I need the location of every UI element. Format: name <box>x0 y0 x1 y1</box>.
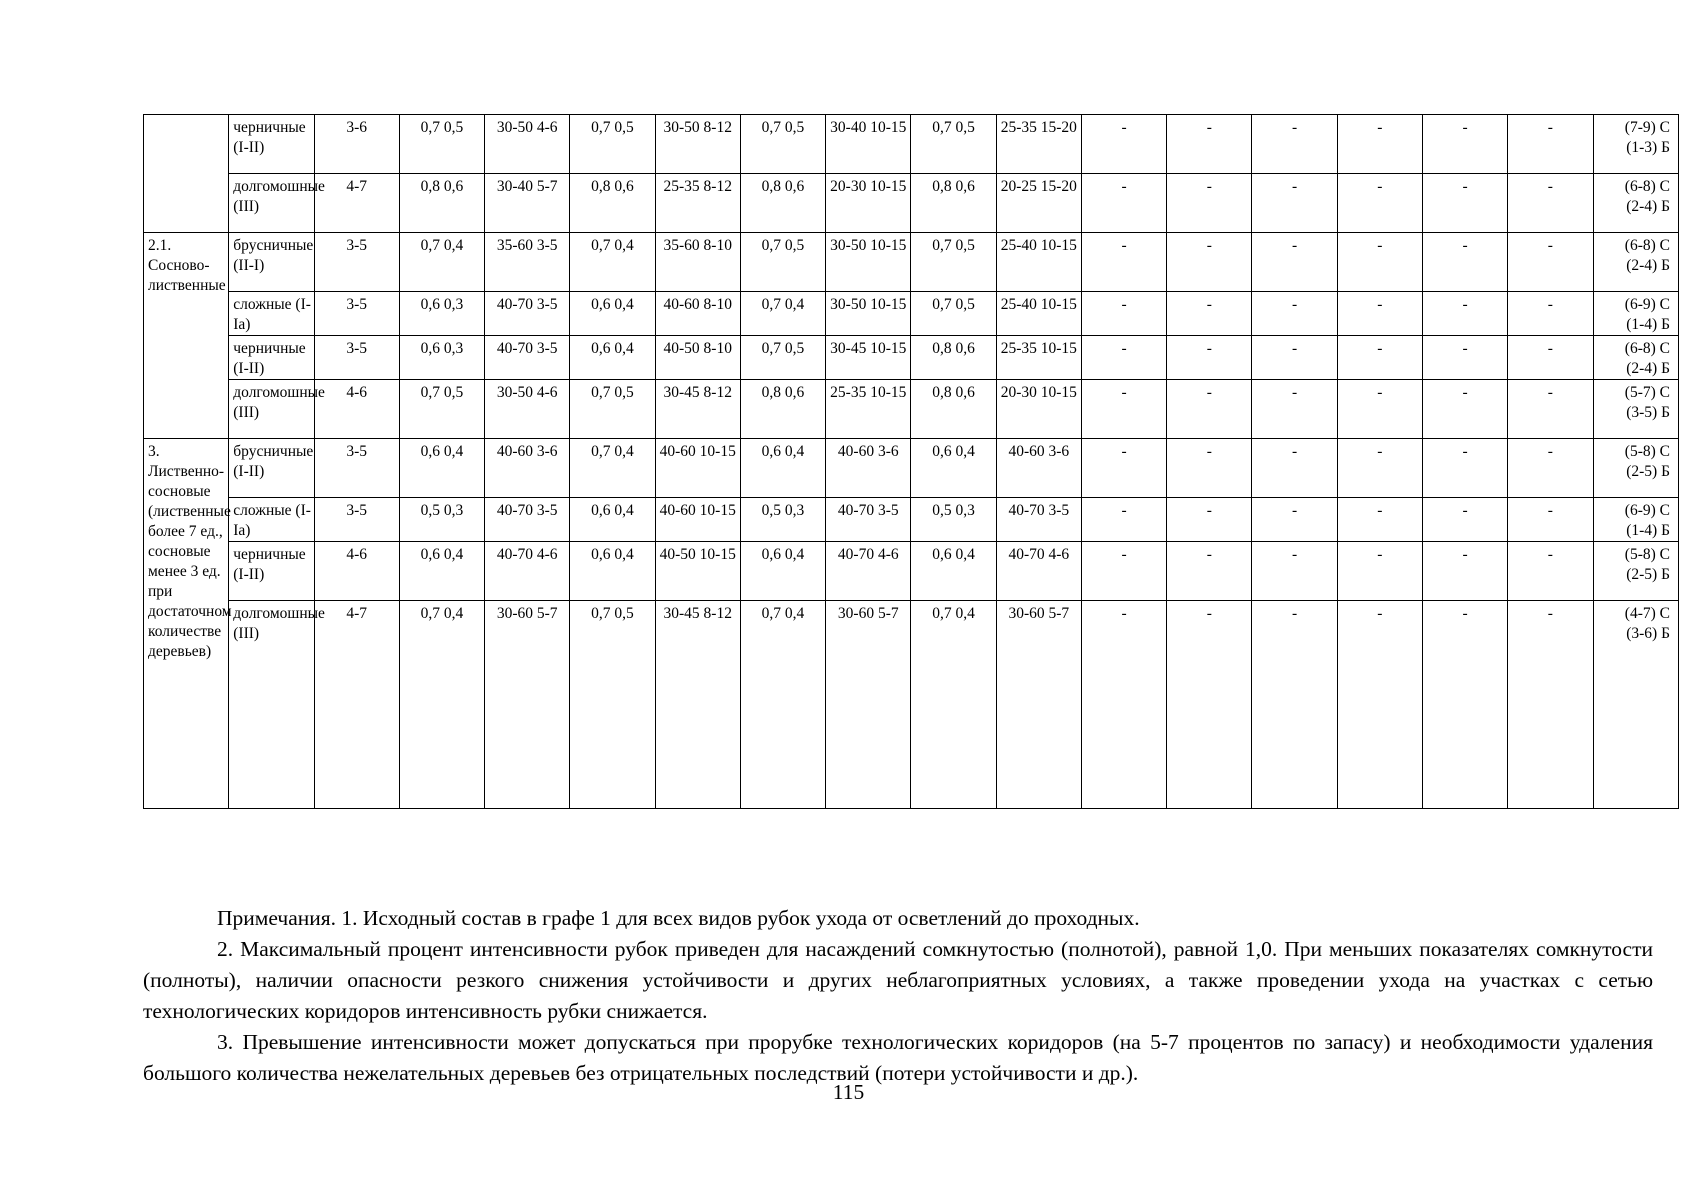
dash-cell: - <box>1337 292 1422 336</box>
forest-type-cell: долгомошные (III) <box>229 601 314 809</box>
composition-line: (2-4) Б <box>1626 360 1670 377</box>
forest-type-cell: черничные (I-II) <box>229 336 314 380</box>
composition-line: (1-4) Б <box>1626 316 1670 333</box>
value-cell: 40-70 3-5 <box>826 498 911 542</box>
value-cell: 4-7 <box>314 601 399 809</box>
dash-cell: - <box>1508 292 1593 336</box>
value-cell: 40-70 3-5 <box>485 292 570 336</box>
note-paragraph: Примечания. 1. Исходный состав в графе 1 для всех видов рубок ухода от осветлений до проходных. <box>217 906 1140 930</box>
value-cell: 3-6 <box>314 115 399 174</box>
dash-cell: - <box>1081 498 1166 542</box>
value-cell: 0,7 0,5 <box>911 233 996 292</box>
dash-cell: - <box>1422 498 1507 542</box>
value-cell: 0,7 0,4 <box>399 233 484 292</box>
value-cell: 40-70 4-6 <box>826 542 911 601</box>
value-cell: 0,6 0,4 <box>740 439 825 498</box>
dash-cell: - <box>1508 542 1593 601</box>
value-cell: 30-50 4-6 <box>485 115 570 174</box>
value-cell: 0,7 0,5 <box>740 336 825 380</box>
composition-line: (2-5) Б <box>1626 566 1670 583</box>
value-cell: 0,7 0,4 <box>740 601 825 809</box>
value-cell: 30-50 10-15 <box>826 292 911 336</box>
value-cell: 0,7 0,4 <box>911 601 996 809</box>
value-cell: 25-40 10-15 <box>996 292 1081 336</box>
forest-type-cell: долгомошные (III) <box>229 380 314 439</box>
value-cell: 40-70 4-6 <box>485 542 570 601</box>
dash-cell: - <box>1252 233 1337 292</box>
dash-cell: - <box>1337 380 1422 439</box>
dash-cell: - <box>1422 174 1507 233</box>
value-cell: 40-60 3-6 <box>485 439 570 498</box>
value-cell: 0,7 0,5 <box>399 380 484 439</box>
composition-line: (6-8) С <box>1624 340 1670 357</box>
composition-cell <box>1593 115 1678 174</box>
composition-cell <box>1593 498 1678 542</box>
group-name-cell: 3. Лиственно-сосновые (лиственные более 7 ед., сосновые менее 3 ед. при достаточном количестве деревьев) <box>144 439 229 809</box>
value-cell: 0,8 0,6 <box>911 380 996 439</box>
composition-line: (3-6) Б <box>1626 625 1670 642</box>
composition-line: (1-3) Б <box>1626 139 1670 156</box>
table-row <box>144 336 1679 380</box>
dash-cell: - <box>1167 292 1252 336</box>
forest-type-cell: долгомошные (III) <box>229 174 314 233</box>
value-cell: 0,6 0,4 <box>570 498 655 542</box>
value-cell: 20-30 10-15 <box>826 174 911 233</box>
value-cell: 0,6 0,4 <box>911 542 996 601</box>
dash-cell: - <box>1167 336 1252 380</box>
dash-cell: - <box>1167 542 1252 601</box>
dash-cell: - <box>1337 174 1422 233</box>
forest-type-cell: сложные (I-Ia) <box>229 498 314 542</box>
value-cell: 0,7 0,5 <box>911 292 996 336</box>
dash-cell: - <box>1081 174 1166 233</box>
value-cell: 4-7 <box>314 174 399 233</box>
value-cell: 0,7 0,4 <box>570 233 655 292</box>
dash-cell: - <box>1252 292 1337 336</box>
forest-type-cell: черничные (I-II) <box>229 542 314 601</box>
value-cell: 3-5 <box>314 439 399 498</box>
group-name-cell: 2.1. Сосново-лиственные <box>144 233 229 439</box>
value-cell: 30-60 5-7 <box>485 601 570 809</box>
composition-line: (6-8) С <box>1624 178 1670 195</box>
value-cell: 0,6 0,4 <box>740 542 825 601</box>
dash-cell: - <box>1337 336 1422 380</box>
composition-line: (2-5) Б <box>1626 463 1670 480</box>
dash-cell: - <box>1508 115 1593 174</box>
value-cell: 3-5 <box>314 292 399 336</box>
dash-cell: - <box>1508 498 1593 542</box>
dash-cell: - <box>1508 336 1593 380</box>
dash-cell: - <box>1252 439 1337 498</box>
dash-cell: - <box>1508 174 1593 233</box>
composition-line: (5-7) С <box>1624 384 1670 401</box>
composition-line: (5-8) С <box>1624 443 1670 460</box>
dash-cell: - <box>1422 233 1507 292</box>
dash-cell: - <box>1337 601 1422 809</box>
dash-cell: - <box>1252 115 1337 174</box>
forest-thinning-table <box>143 114 1679 809</box>
value-cell: 30-45 10-15 <box>826 336 911 380</box>
composition-cell <box>1593 336 1678 380</box>
value-cell: 40-50 10-15 <box>655 542 740 601</box>
table-row <box>144 439 1679 498</box>
table-body <box>144 115 1679 809</box>
value-cell: 0,7 0,5 <box>740 115 825 174</box>
value-cell: 30-60 5-7 <box>826 601 911 809</box>
value-cell: 0,6 0,4 <box>911 439 996 498</box>
composition-line: (2-4) Б <box>1626 198 1670 215</box>
composition-line: (3-5) Б <box>1626 404 1670 421</box>
dash-cell: - <box>1252 498 1337 542</box>
dash-cell: - <box>1422 115 1507 174</box>
composition-cell <box>1593 542 1678 601</box>
value-cell: 0,5 0,3 <box>911 498 996 542</box>
value-cell: 20-30 10-15 <box>996 380 1081 439</box>
value-cell: 25-35 15-20 <box>996 115 1081 174</box>
forest-type-cell: черничные (I-II) <box>229 115 314 174</box>
dash-cell: - <box>1422 380 1507 439</box>
dash-cell: - <box>1167 115 1252 174</box>
dash-cell: - <box>1167 601 1252 809</box>
dash-cell: - <box>1422 439 1507 498</box>
dash-cell: - <box>1081 439 1166 498</box>
value-cell: 40-70 3-5 <box>485 336 570 380</box>
value-cell: 0,6 0,4 <box>399 439 484 498</box>
group-name-cell <box>144 115 229 233</box>
dash-cell: - <box>1167 439 1252 498</box>
dash-cell: - <box>1081 542 1166 601</box>
value-cell: 30-45 8-12 <box>655 601 740 809</box>
value-cell: 0,8 0,6 <box>911 174 996 233</box>
table-row <box>144 233 1679 292</box>
value-cell: 0,7 0,5 <box>911 115 996 174</box>
composition-line: (7-9) С <box>1624 119 1670 136</box>
dash-cell: - <box>1252 336 1337 380</box>
table-row <box>144 542 1679 601</box>
value-cell: 0,6 0,4 <box>570 542 655 601</box>
dash-cell: - <box>1337 498 1422 542</box>
value-cell: 0,8 0,6 <box>740 174 825 233</box>
dash-cell: - <box>1337 233 1422 292</box>
dash-cell: - <box>1167 498 1252 542</box>
value-cell: 35-60 8-10 <box>655 233 740 292</box>
value-cell: 3-5 <box>314 233 399 292</box>
dash-cell: - <box>1252 601 1337 809</box>
value-cell: 0,5 0,3 <box>740 498 825 542</box>
value-cell: 0,7 0,5 <box>570 601 655 809</box>
dash-cell: - <box>1081 292 1166 336</box>
dash-cell: - <box>1508 233 1593 292</box>
forest-type-cell: брусничные (II-I) <box>229 233 314 292</box>
dash-cell: - <box>1337 542 1422 601</box>
table-row <box>144 601 1679 809</box>
value-cell: 40-70 3-5 <box>485 498 570 542</box>
composition-line: (1-4) Б <box>1626 522 1670 539</box>
table-row <box>144 174 1679 233</box>
note-paragraph: 3. Превышение интенсивности может допускаться при прорубке технологических коридоров (на 5-7 процентов по запасу) и необходимости удаления большого количества нежелательных деревьев без отрицательных последствий (потери устойчивости и др.). <box>143 1030 1653 1085</box>
composition-cell <box>1593 380 1678 439</box>
value-cell: 25-40 10-15 <box>996 233 1081 292</box>
value-cell: 0,6 0,3 <box>399 336 484 380</box>
value-cell: 0,8 0,6 <box>570 174 655 233</box>
value-cell: 3-5 <box>314 498 399 542</box>
dash-cell: - <box>1081 233 1166 292</box>
value-cell: 0,7 0,4 <box>399 601 484 809</box>
notes-block <box>143 903 1653 1089</box>
value-cell: 0,6 0,3 <box>399 292 484 336</box>
value-cell: 4-6 <box>314 380 399 439</box>
value-cell: 0,8 0,6 <box>399 174 484 233</box>
value-cell: 40-70 4-6 <box>996 542 1081 601</box>
value-cell: 30-40 5-7 <box>485 174 570 233</box>
composition-cell <box>1593 601 1678 809</box>
composition-cell <box>1593 292 1678 336</box>
value-cell: 40-60 10-15 <box>655 498 740 542</box>
value-cell: 40-60 10-15 <box>655 439 740 498</box>
dash-cell: - <box>1337 439 1422 498</box>
value-cell: 3-5 <box>314 336 399 380</box>
dash-cell: - <box>1422 601 1507 809</box>
value-cell: 0,6 0,4 <box>399 542 484 601</box>
value-cell: 40-60 3-6 <box>996 439 1081 498</box>
dash-cell: - <box>1252 542 1337 601</box>
value-cell: 30-60 5-7 <box>996 601 1081 809</box>
table-row <box>144 292 1679 336</box>
value-cell: 25-35 10-15 <box>826 380 911 439</box>
note-paragraph: 2. Максимальный процент интенсивности рубок приведен для насаждений сомкнутостью (полнотой), равной 1,0. При меньших показателях сомкнутости (полноты), наличии опасности резкого снижения устойчивости и других неблагоприятных условиях, а также проведении ухода на участках с сетью технологических коридоров интенсивность рубки снижается. <box>143 937 1653 1023</box>
composition-line: (5-8) С <box>1624 546 1670 563</box>
value-cell: 35-60 3-5 <box>485 233 570 292</box>
value-cell: 20-25 15-20 <box>996 174 1081 233</box>
page-number: 115 <box>832 1080 865 1104</box>
value-cell: 0,7 0,5 <box>570 380 655 439</box>
composition-cell <box>1593 174 1678 233</box>
value-cell: 0,6 0,4 <box>570 336 655 380</box>
value-cell: 0,7 0,4 <box>740 292 825 336</box>
dash-cell: - <box>1422 292 1507 336</box>
dash-cell: - <box>1081 115 1166 174</box>
dash-cell: - <box>1252 380 1337 439</box>
dash-cell: - <box>1081 380 1166 439</box>
value-cell: 0,6 0,4 <box>570 292 655 336</box>
value-cell: 0,7 0,5 <box>740 233 825 292</box>
forest-type-cell: брусничные (I-II) <box>229 439 314 498</box>
dash-cell: - <box>1081 336 1166 380</box>
table-row <box>144 380 1679 439</box>
value-cell: 30-40 10-15 <box>826 115 911 174</box>
composition-line: (2-4) Б <box>1626 257 1670 274</box>
composition-line: (6-9) С <box>1624 296 1670 313</box>
value-cell: 0,7 0,5 <box>399 115 484 174</box>
dash-cell: - <box>1167 174 1252 233</box>
dash-cell: - <box>1167 233 1252 292</box>
table-row <box>144 498 1679 542</box>
dash-cell: - <box>1508 601 1593 809</box>
value-cell: 0,8 0,6 <box>911 336 996 380</box>
table-row <box>144 115 1679 174</box>
value-cell: 25-35 8-12 <box>655 174 740 233</box>
dash-cell: - <box>1337 115 1422 174</box>
value-cell: 40-60 3-6 <box>826 439 911 498</box>
value-cell: 30-45 8-12 <box>655 380 740 439</box>
dash-cell: - <box>1508 439 1593 498</box>
value-cell: 30-50 8-12 <box>655 115 740 174</box>
value-cell: 30-50 10-15 <box>826 233 911 292</box>
value-cell: 0,5 0,3 <box>399 498 484 542</box>
dash-cell: - <box>1422 542 1507 601</box>
composition-cell <box>1593 439 1678 498</box>
dash-cell: - <box>1167 380 1252 439</box>
value-cell: 30-50 4-6 <box>485 380 570 439</box>
dash-cell: - <box>1422 336 1507 380</box>
value-cell: 40-70 3-5 <box>996 498 1081 542</box>
value-cell: 4-6 <box>314 542 399 601</box>
dash-cell: - <box>1081 601 1166 809</box>
forest-type-cell: сложные (I-Ia) <box>229 292 314 336</box>
dash-cell: - <box>1252 174 1337 233</box>
value-cell: 40-60 8-10 <box>655 292 740 336</box>
composition-line: (4-7) С <box>1624 605 1670 622</box>
value-cell: 40-50 8-10 <box>655 336 740 380</box>
composition-line: (6-9) С <box>1624 502 1670 519</box>
dash-cell: - <box>1508 380 1593 439</box>
composition-cell <box>1593 233 1678 292</box>
value-cell: 0,7 0,4 <box>570 439 655 498</box>
composition-line: (6-8) С <box>1624 237 1670 254</box>
value-cell: 0,7 0,5 <box>570 115 655 174</box>
value-cell: 0,8 0,6 <box>740 380 825 439</box>
value-cell: 25-35 10-15 <box>996 336 1081 380</box>
